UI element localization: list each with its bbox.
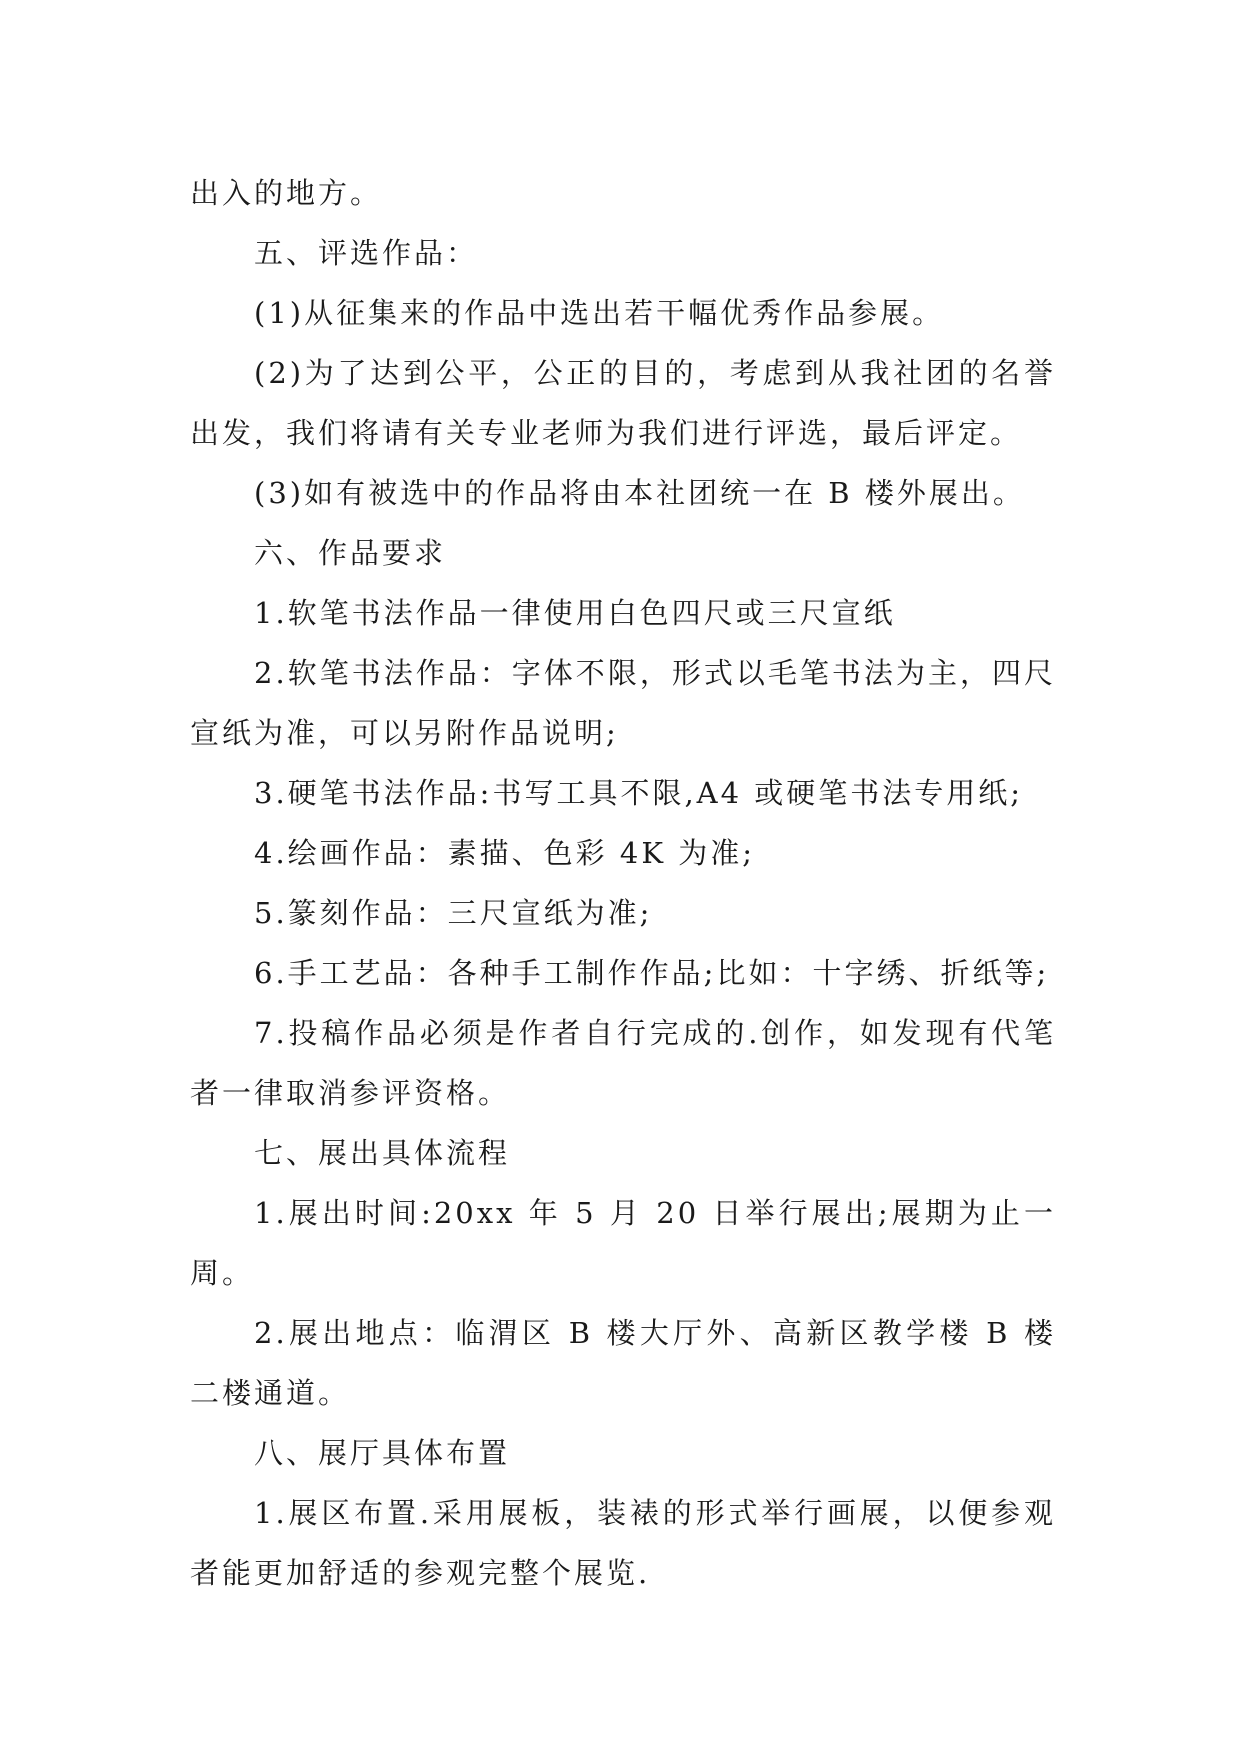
section-heading-6: 六、作品要求 — [254, 536, 447, 570]
paragraph-item: (1)从征集来的作品中选出若干幅优秀作品参展。 — [254, 296, 945, 330]
paragraph-item: 1.展区布置.采用展板，装裱的形式举行画展，以便参观者能更加舒适的参观完整个展览. — [190, 1496, 1056, 1590]
paragraph-item: 2.软笔书法作品：字体不限，形式以毛笔书法为主，四尺宣纸为准，可以另附作品说明; — [190, 656, 1056, 750]
section-heading-5: 五、评选作品： — [254, 236, 479, 270]
paragraph-continuation: 出入的地方。 — [190, 176, 383, 210]
paragraph-item: 5.篆刻作品：三尺宣纸为准; — [254, 896, 653, 930]
paragraph-item: 1.软笔书法作品一律使用白色四尺或三尺宣纸 — [254, 596, 896, 630]
paragraph-item: 2.展出地点：临渭区 B 楼大厅外、高新区教学楼 B 楼二楼通道。 — [190, 1316, 1056, 1410]
paragraph-item: 7.投稿作品必须是作者自行完成的.创作，如发现有代笔者一律取消参评资格。 — [190, 1016, 1056, 1110]
paragraph-item: 6.手工艺品：各种手工制作作品;比如：十字绣、折纸等; — [254, 956, 1050, 990]
section-heading-7: 七、展出具体流程 — [254, 1136, 511, 1170]
paragraph-item: (2)为了达到公平，公正的目的，考虑到从我社团的名誉出发，我们将请有关专业老师为我们进行评选，最后评定。 — [190, 356, 1056, 450]
paragraph-item: 3.硬笔书法作品:书写工具不限,A4 或硬笔书法专用纸; — [254, 776, 1024, 810]
document-body — [190, 163, 1056, 1603]
paragraph-item: 4.绘画作品：素描、色彩 4K 为准; — [254, 836, 755, 870]
paragraph-item: 1.展出时间:20xx 年 5 月 20 日举行展出;展期为止一周。 — [190, 1196, 1056, 1290]
section-heading-8: 八、展厅具体布置 — [254, 1436, 511, 1470]
paragraph-item: (3)如有被选中的作品将由本社团统一在 B 楼外展出。 — [254, 476, 1025, 510]
